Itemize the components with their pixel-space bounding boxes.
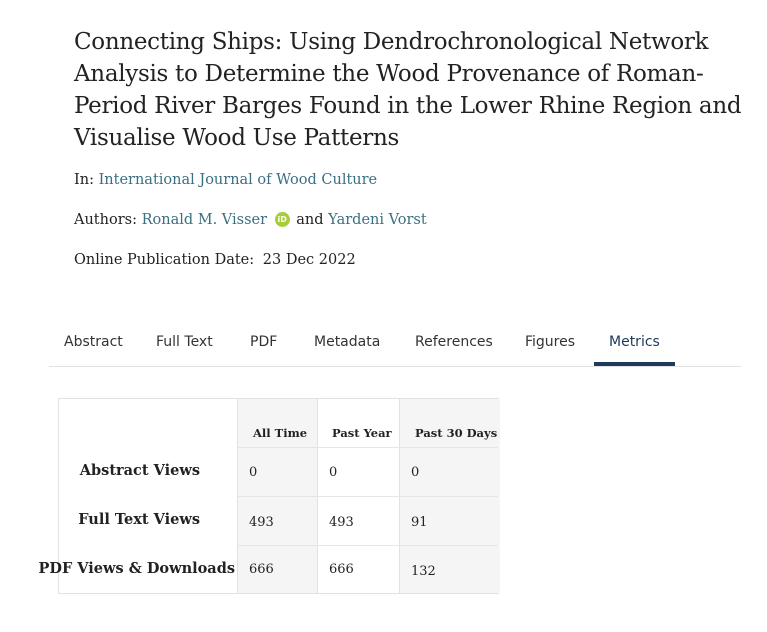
metric-value: 0 (329, 465, 338, 480)
pub-date-label: Online Publication Date: (74, 252, 255, 268)
in-label: In: (74, 172, 94, 188)
pub-date-value: 23 Dec 2022 (262, 252, 356, 268)
authors-line (74, 212, 427, 228)
row-label-pdf-views-downloads: PDF Views & Downloads (38, 560, 235, 577)
tab-pdf[interactable]: PDF (250, 334, 278, 350)
metric-value: 666 (249, 562, 274, 577)
metric-value: 0 (249, 465, 258, 480)
tab-metrics[interactable]: Metrics (609, 322, 660, 365)
row-label-full-text-views: Full Text Views (78, 511, 200, 528)
author-link-visser[interactable]: Ronald M. Visser (141, 212, 268, 228)
tab-references[interactable]: References (415, 334, 493, 350)
and-text: and (296, 212, 324, 228)
metric-value: 493 (249, 515, 274, 530)
column-header-past-30-days: Past 30 Days (415, 426, 498, 440)
metric-value: 666 (329, 562, 354, 577)
metric-value: 0 (411, 465, 420, 480)
row-label-abstract-views: Abstract Views (79, 462, 200, 479)
metrics-table (38, 398, 499, 594)
tab-metadata[interactable]: Metadata (314, 334, 381, 350)
tab-figures[interactable]: Figures (525, 334, 576, 350)
authors-label: Authors: (74, 212, 137, 228)
row-divider (237, 545, 498, 546)
tab-abstract[interactable]: Abstract (64, 334, 123, 350)
author-link-vorst[interactable]: Yardeni Vorst (328, 212, 427, 228)
row-divider (237, 496, 498, 497)
tab-full-text[interactable]: Full Text (156, 334, 213, 350)
column-header-all-time: All Time (253, 426, 308, 440)
article-title: Connecting Ships: Using Dendrochronological Network Analysis to Determine the Wood Provenance of Roman-Period River Barges Found in the Lower Rhine Region and Visualise Wood Use Patterns (74, 29, 742, 151)
row-divider (237, 447, 498, 448)
publication-date-line (74, 252, 356, 268)
orcid-icon[interactable]: iD (275, 212, 290, 227)
journal-line (74, 172, 377, 188)
journal-link[interactable]: International Journal of Wood Culture (98, 172, 378, 188)
column-header-past-year: Past Year (332, 426, 392, 440)
metric-value: 132 (411, 564, 436, 579)
article-tabs (49, 322, 741, 367)
metric-value: 493 (329, 515, 354, 530)
metric-value: 91 (411, 515, 428, 530)
